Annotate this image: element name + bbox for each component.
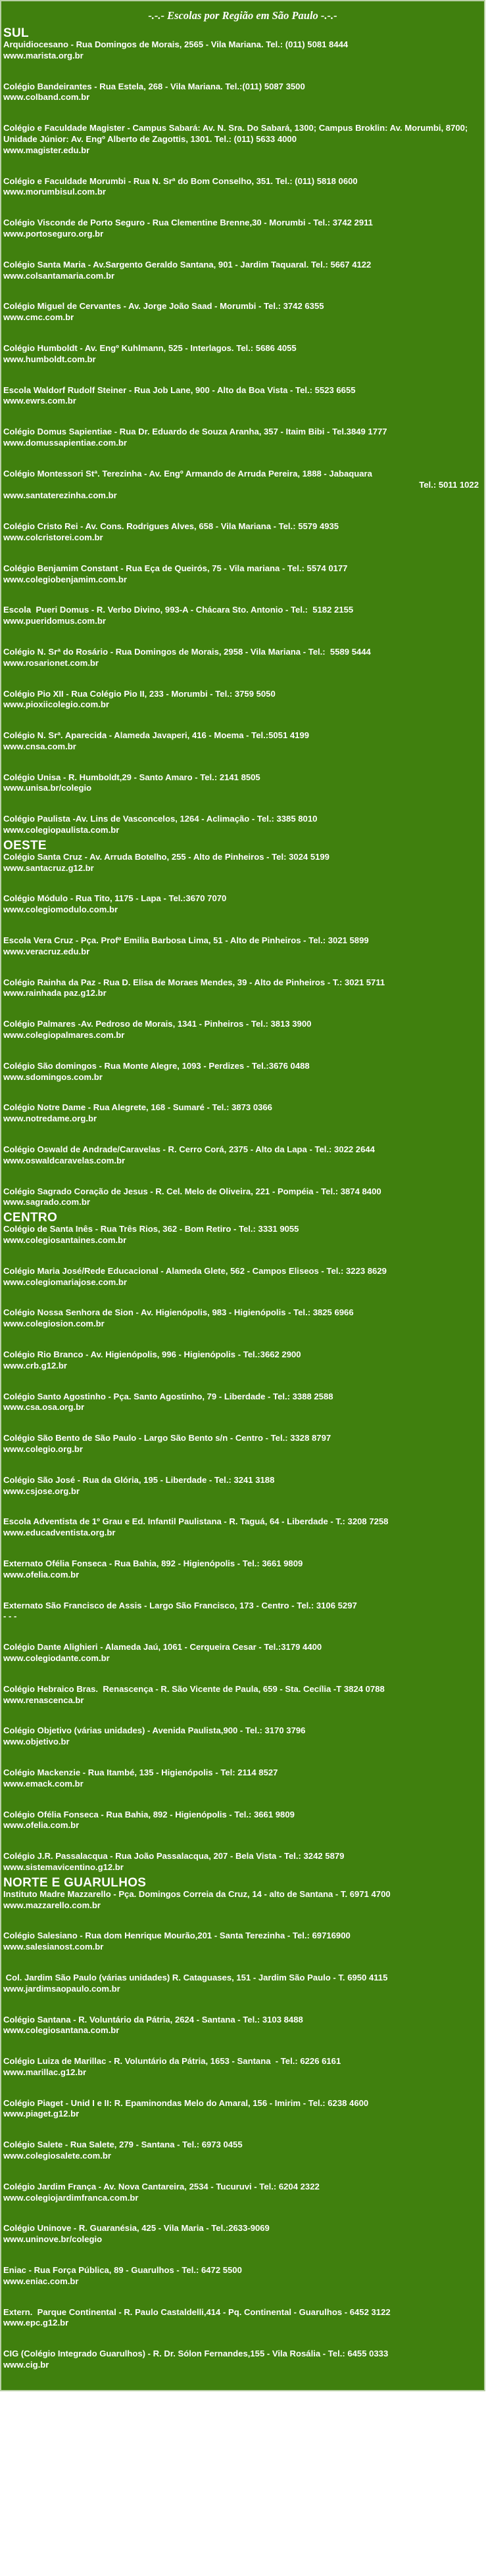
school-entry	[3, 521, 479, 544]
school-entry	[3, 563, 479, 586]
school-website-link[interactable]: www.ewrs.com.br	[3, 396, 76, 406]
school-entry	[3, 1601, 479, 1623]
school-address: Colégio Oswald de Andrade/Caravelas - R. Cerro Corá, 2375 - Alto da Lapa - Tel.: 3022 2644	[3, 1144, 375, 1155]
school-address: Colégio Sagrado Coração de Jesus - R. Cel. Melo de Oliveira, 221 - Pompéia - Tel.: 3874 8400	[3, 1186, 381, 1196]
school-phone: Tel.: 5011 1022	[419, 479, 479, 490]
school-website-link[interactable]: www.notredame.org.br	[3, 1113, 97, 1124]
school-address: Escola Vera Cruz - Pça. Profº Emilia Barbosa Lima, 51 - Alto de Pinheiros - Tel.: 3021 5899	[3, 935, 369, 946]
school-website-link[interactable]: www.colegiojardimfranca.com.br	[3, 2192, 139, 2203]
school-address: Colégio Santana - R. Voluntário da Pátria, 2624 - Santana - Tel.: 3103 8488	[3, 2014, 303, 2025]
school-address: Colégio Santa Maria - Av.Sargento Geraldo Santana, 901 - Jardim Taquaral. Tel.: 5667 4122	[3, 259, 372, 269]
school-entry	[3, 730, 479, 753]
school-entry	[3, 2391, 479, 2413]
school-website-link[interactable]: www.pioxiicolegio.com.br	[3, 699, 110, 710]
school-address: Escola Adventista de 1º Grau e Ed. Infantil Paulistana - R. Taguá, 64 - Liberdade - T.: 3208 7258	[3, 1516, 389, 1527]
school-website-link[interactable]: www.morumbisul.com.br	[3, 187, 106, 197]
school-entry	[3, 1810, 479, 1832]
school-address: Colégio Humboldt - Av. Engº Kuhlmann, 525 - Interlagos. Tel.: 5686 4055	[3, 342, 297, 353]
region-heading: LESTE	[3, 2415, 45, 2429]
school-entry	[3, 176, 479, 199]
school-address: Colégio Santo Agostinho - Pça. Santo Agostinho, 79 - Liberdade - Tel.: 3388 2588	[3, 1391, 333, 1401]
school-address: Colégio Piaget - Unid I e II: R. Epaminondas Melo do Amaral, 156 - Imirim - Tel.: 6238 4600	[3, 2097, 369, 2108]
school-address: Col. Jardim São Paulo (várias unidades) R. Cataguases, 151 - Jardim São Paulo - T. 6950 4115	[3, 1972, 388, 1982]
school-entry	[3, 218, 479, 240]
school-entry	[3, 343, 479, 365]
school-address: Colégio N. Srª. Aparecida - Alameda Javaperi, 416 - Moema - Tel.:5051 4199	[3, 730, 310, 741]
school-address: Colégio Mackenzie - Rua Itambé, 135 - Higienópolis - Tel: 2114 8527	[3, 1767, 278, 1777]
region-heading: NORTE E GUARULHOS	[3, 1875, 147, 1890]
school-website-link[interactable]: www.eniac.com.br	[3, 2276, 79, 2286]
school-website-link[interactable]: www.drummond.com.br	[3, 2439, 102, 2450]
school-website-link[interactable]: www.colegiosantana.com.br	[3, 2025, 120, 2036]
school-address: Colégio Módulo - Rua Tito, 1175 - Lapa - Tel.:3670 7070	[3, 893, 227, 904]
school-entry	[3, 2223, 479, 2245]
school-website-link[interactable]: www.csjose.org.br	[3, 1486, 80, 1496]
school-address: Colégio Pio XII - Rua Colégio Pio II, 233 - Morumbi - Tel.: 3759 5050	[3, 688, 276, 699]
school-address: Colégio Rio Branco - Av. Higienópolis, 996 - Higienópolis - Tel.:3662 2900	[3, 1349, 301, 1359]
school-address: Colégio e Faculdade Magister - Campus Sabará: Av. N. Sra. Do Sabará, 1300; Campus Broklin: Av. Morumbi, 8700; Unidade Júnior: Av. Engº Alberto de Zagottis, 1301. Tel.: (011) 5633 4000	[3, 123, 470, 144]
school-address: Instituto Madre Mazzarello - Pça. Domingos Correia da Cruz, 14 - alto de Santana - T. 6971 4700	[3, 1888, 391, 1899]
school-address: Colégio Miguel de Cervantes - Av. Jorge João Saad - Morumbi - Tel.: 3742 6355	[3, 301, 324, 312]
school-entry	[3, 2307, 479, 2330]
school-website-link[interactable]: www.sistemavicentino.g12.br	[3, 1862, 124, 1872]
school-entry	[3, 1224, 479, 1246]
school-entry	[3, 1061, 479, 1083]
school-website-link[interactable]: www.colband.com.br	[3, 92, 90, 103]
school-entry	[3, 1349, 479, 1372]
school-website-link[interactable]: www.colegioalvorada.com.br	[3, 2565, 122, 2575]
school-website-link[interactable]: www.sdomingos.com.br	[3, 1071, 103, 1082]
region-heading: OESTE	[3, 838, 47, 853]
school-address: Arquidiocesano - Rua Domingos de Morais, 2565 - Vila Mariana. Tel.: (011) 5081 8444	[3, 39, 349, 49]
school-website-link[interactable]: www.veracruz.edu.br	[3, 946, 90, 956]
region-heading: CENTRO	[3, 1211, 58, 1225]
school-address: Colégio J.R. Passalacqua - Rua João Passalacqua, 207 - Bela Vista - Tel.: 3242 5879	[3, 1851, 345, 1862]
school-website-link[interactable]: www.crb.g12.br	[3, 1360, 68, 1370]
school-entry	[3, 1144, 479, 1167]
school-website-link[interactable]: www.uninove.br/colegio	[3, 2234, 103, 2245]
school-address: Colégio Cristo Rei - Av. Cons. Rodrigues Alves, 658 - Vila Mariana - Tel.: 5579 4935	[3, 521, 339, 532]
school-address: Colégio Benjamim Constant - Rua Eça de Queirós, 75 - Vila mariana - Tel.: 5574 0177	[3, 563, 348, 573]
school-entry	[3, 1186, 479, 1209]
school-entry	[3, 2554, 479, 2576]
school-address: Colégio N. Srª do Rosário - Rua Domingos de Morais, 2958 - Vila Mariana - Tel.: 5589 5444	[3, 646, 371, 657]
school-entry	[3, 605, 479, 627]
school-entry	[3, 1931, 479, 1953]
school-entry	[3, 1684, 479, 1706]
school-address: Colégio São domingos - Rua Monte Alegre, 1093 - Perdizes - Tel.:3676 0488	[3, 1060, 310, 1071]
school-website-link[interactable]: www.piaget.g12.br	[3, 2109, 80, 2119]
school-entry	[3, 2056, 479, 2078]
school-website-link[interactable]: www.humboldt.com.br	[3, 354, 96, 364]
school-entry	[3, 2349, 479, 2371]
school-entry	[3, 1558, 479, 1581]
school-address: Escola Pueri Domus - R. Verbo Divino, 993-A - Chácara Sto. Antonio - Tel.: 5182 2155	[3, 605, 354, 615]
school-address: Colégio Unisa - R. Humboldt,29 - Santo Amaro - Tel.: 2141 8505	[3, 772, 260, 782]
no-website-placeholder: - - -	[3, 1611, 17, 1622]
school-address: Colégio Nossa Senhora de Sion - Av. Higienópolis, 983 - Higienópolis - Tel.: 3825 6966	[3, 1307, 354, 1318]
school-website-link[interactable]: www.colcristorei.com.br	[3, 532, 103, 542]
school-entry	[3, 39, 479, 62]
school-address: Colégio Alvorada - Pça Nossa Sra. das Vitórias, 92 - Vila Formosa - Tel.: 2674 0262	[3, 2554, 339, 2564]
school-entry	[3, 977, 479, 1000]
school-entry	[3, 260, 479, 282]
school-website-link[interactable]: www.ofelia.com.br	[3, 1569, 80, 1580]
school-address: Colégio Drummond - R. Profº Pedreira de Freitas, 401/415 - Tatuapé - Tel.: 6942 1499	[3, 2428, 346, 2439]
school-address: Colégio Palmares -Av. Pedroso de Morais, 1341 - Pinheiros - Tel.: 3813 3900	[3, 1019, 312, 1029]
school-website-link[interactable]: www.csa.osa.org.br	[3, 1402, 85, 1413]
school-address: Eniac - Rua Força Pública, 89 - Guarulhos - Tel.: 6472 5500	[3, 2265, 242, 2276]
school-website-link[interactable]: www.epc.g12.br	[3, 2318, 69, 2328]
school-entry	[3, 1725, 479, 1748]
school-address: Externato São Francisco de Assis - Largo São Francisco, 173 - Centro - Tel.: 3106 5297	[3, 1600, 357, 1610]
school-entry	[3, 689, 479, 711]
school-website-link[interactable]: www.sagrado.com.br	[3, 1197, 90, 1207]
school-address: Externato Ofélia Fonseca - Rua Bahia, 892 - Higienópolis - Tel.: 3661 9809	[3, 1558, 303, 1568]
school-address: Colégio Santa Cruz - Av. Arruda Botelho, 255 - Alto de Pinheiros - Tel: 3024 5199	[3, 851, 329, 862]
school-website-link[interactable]: www.portoseguro.org.br	[3, 228, 104, 239]
school-website-link[interactable]: www.unisa.br/colegio	[3, 783, 92, 793]
school-website-link[interactable]: www.oswaldcaravelas.com.br	[3, 1155, 126, 1165]
school-website-link[interactable]: www.colegiopalmares.com.br	[3, 1030, 125, 1041]
school-entry	[3, 1307, 479, 1330]
school-website-link[interactable]: www.guilhermedealmeida.com.br	[3, 2401, 140, 2412]
school-entry	[3, 814, 479, 836]
school-website-link[interactable]: www.cig.br	[3, 2360, 49, 2370]
school-address: Colégio Guilherme de Almeida - Av Emílio Ribas, 847 - Gopoúva - Guarulhos - Tel.: 6464 4745	[3, 2390, 383, 2400]
school-address: Colégio Montessori Stª. Terezinha - Av. Engº Armando de Arruda Pereira, 1888 - Jabaquara	[3, 468, 372, 479]
school-website-link[interactable]: www.colegiomodulo.com.br	[3, 904, 118, 915]
school-website-link[interactable]: www.colegio.org.br	[3, 1443, 84, 1454]
school-address: Colégio Ofélia Fonseca - Rua Bahia, 892 - Higienópolis - Tel.: 3661 9809	[3, 1809, 295, 1819]
school-address: CIG (Colégio Integrado Guarulhos) - R. Dr. Sólon Fernandes,155 - Vila Rosália - Tel.: 6455 0333	[3, 2349, 389, 2359]
school-address: Colégio Salete - Rua Salete, 279 - Santana - Tel.: 6973 0455	[3, 2140, 243, 2150]
school-website-link[interactable]: www.santacruz.g12.br	[3, 862, 94, 873]
school-website-link[interactable]: www.educadventista.org.br	[3, 1528, 116, 1538]
school-address: Escola Waldorf Rudolf Steiner - Rua Job Lane, 900 - Alto da Boa Vista - Tel.: 5523 6655	[3, 385, 356, 395]
school-entry	[3, 2470, 479, 2493]
school-address: Colégio Notre Dame - Rua Alegrete, 168 - Sumaré - Tel.: 3873 0366	[3, 1102, 272, 1113]
school-website-link[interactable]: www.mazzarello.com.br	[3, 1900, 101, 1910]
school-entry	[3, 1102, 479, 1125]
school-website-link[interactable]: www.jardimsaopaulo.com.br	[3, 1983, 120, 1994]
school-entry	[3, 2015, 479, 2037]
school-entry	[3, 1642, 479, 1664]
school-website-link[interactable]: www.domussapientiae.com.br	[3, 437, 127, 448]
school-address: Extern. Parque Continental - R. Paulo Castaldelli,414 - Pq. Continental - Guarulhos - 6452 3122	[3, 2307, 391, 2317]
school-address: Colégio Dante Alighieri - Alameda Jaú, 1061 - Cerqueira Cesar - Tel.:3179 4400	[3, 1642, 322, 1652]
school-entry	[3, 2140, 479, 2162]
school-entry	[3, 427, 479, 449]
page-title: -.-.- Escolas por Região em São Paulo -.-.-	[148, 9, 337, 22]
school-entry	[3, 852, 479, 874]
school-website-link[interactable]: www.cmc.com.br	[3, 312, 74, 323]
school-entry	[3, 1266, 479, 1288]
school-website-link[interactable]: www.emack.com.br	[3, 1778, 84, 1789]
school-address: Externato Nossa Sra. Menina - Rua do Oratório,2621 - Alto da Mooca - Tel.: 6965 2083	[3, 2470, 351, 2481]
school-website-link[interactable]: www.objetivo.br	[3, 1737, 70, 1747]
school-address: Colégio São Bento de São Paulo - Largo São Bento s/n - Centro - Tel.: 3328 8797	[3, 1433, 331, 1443]
school-entry	[3, 1851, 479, 1873]
school-entry	[3, 82, 479, 104]
school-address: Colégio São José - Rua da Glória, 195 - Liberdade - Tel.: 3241 3188	[3, 1474, 275, 1485]
school-entry	[3, 1973, 479, 1995]
school-website-link[interactable]: www.cnsa.com.br	[3, 741, 76, 751]
region-heading: SUL	[3, 26, 29, 40]
school-website-link[interactable]: www.santaterezinha.com.br	[3, 490, 117, 501]
school-website-link[interactable]: www.colegiobenjamim.com.br	[3, 574, 127, 584]
school-website-link[interactable]: www.renascenca.br	[3, 1695, 84, 1705]
school-address: Colégio Visconde de Porto Seguro - Rua Clementine Brenne,30 - Morumbi - Tel.: 3742 2911	[3, 218, 373, 228]
school-address: Colégio João XXIII - Av. Penha de França, 35 - Penha - Tel.: 2092 8400	[3, 2512, 285, 2522]
school-website-link[interactable]: www.marillac.g12.br	[3, 2067, 87, 2077]
school-website-link[interactable]: www.colegiopaulista.com.br	[3, 825, 120, 835]
school-entry	[3, 469, 479, 502]
school-website-link[interactable]: www.colegiosion.com.br	[3, 1319, 105, 1329]
school-entry	[3, 1768, 479, 1790]
school-website-link[interactable]: www.colegiomariajose.com.br	[3, 1276, 127, 1287]
school-website-link[interactable]: www.colegiosantaines.com.br	[3, 1235, 127, 1246]
school-entry	[3, 2182, 479, 2204]
school-website-link[interactable]: www.joao23.com.br	[3, 2523, 84, 2533]
schools-content	[1, 28, 484, 2576]
school-website-link[interactable]: www.rosarionet.com.br	[3, 657, 99, 668]
school-address: Colégio Rainha da Paz - Rua D. Elisa de Moraes Mendes, 39 - Alto de Pinheiros - T.: 3021 5711	[3, 977, 385, 987]
school-address: Colégio Bandeirantes - Rua Estela, 268 - Vila Mariana. Tel.:(011) 5087 3500	[3, 81, 305, 91]
school-address: Colégio e Faculdade Morumbi - Rua N. Srª do Bom Conselho, 351. Tel.: (011) 5818 0600	[3, 176, 358, 186]
school-address: Colégio Uninove - R. Guaranésia, 425 - Vila Maria - Tel.:2633-9069	[3, 2223, 270, 2234]
school-website-link[interactable]: www.colsantamaria.com.br	[3, 270, 115, 281]
school-entry	[3, 1516, 479, 1539]
school-website-link[interactable]: www.ofelia.com.br	[3, 1820, 80, 1831]
school-address: Colégio Paulista -Av. Lins de Vasconcelos, 1264 - Aclimação - Tel.: 3385 8010	[3, 814, 318, 824]
school-entry	[3, 301, 479, 323]
school-entry	[3, 893, 479, 916]
school-address: Colégio Salesiano - Rua dom Henrique Mourão,201 - Santa Terezinha - Tel.: 69716900	[3, 1931, 351, 1941]
school-address: Colégio Luiza de Marillac - R. Voluntário da Pátria, 1653 - Santana - Tel.: 6226 6161	[3, 2056, 341, 2067]
school-entry	[3, 1889, 479, 1911]
school-website-link[interactable]: www.rainhada paz.g12.br	[3, 988, 107, 998]
school-entry	[3, 1475, 479, 1497]
school-website-link[interactable]: www.pueridomus.com.br	[3, 616, 106, 626]
school-address: Colégio de Santa Inês - Rua Três Rios, 362 - Bom Retiro - Tel.: 3331 9055	[3, 1224, 299, 1234]
school-address: Colégio Hebraico Bras. Renascença - R. São Vicente de Paula, 659 - Sta. Cecília -T 3824 0788	[3, 1683, 385, 1694]
school-entry	[3, 935, 479, 958]
school-entry	[3, 2265, 479, 2287]
school-entry	[3, 2428, 479, 2450]
school-address: Colégio Objetivo (várias unidades) - Avenida Paulista,900 - Tel.: 3170 3796	[3, 1725, 306, 1736]
school-website-link[interactable]: www.colegiodante.com.br	[3, 1652, 110, 1663]
school-address: Colégio Jardim França - Av. Nova Cantareira, 2534 - Tucuruvi - Tel.: 6204 2322	[3, 2181, 320, 2191]
school-entry	[3, 772, 479, 795]
school-website-link[interactable]: www.marista.org.br	[3, 50, 84, 60]
school-entry	[3, 1019, 479, 1041]
school-address: Colégio Domus Sapientiae - Rua Dr. Eduardo de Souza Aranha, 357 - Itaim Bibi - Tel.3849 1777	[3, 427, 387, 437]
school-entry	[3, 123, 479, 156]
school-website-link[interactable]: www.salesianost.com.br	[3, 1942, 104, 1952]
school-website-link[interactable]: www.colegiosalete.com.br	[3, 2151, 111, 2161]
no-website-placeholder: - - -	[3, 2481, 17, 2491]
school-entry	[3, 2098, 479, 2120]
school-entry	[3, 385, 479, 408]
school-entry	[3, 2512, 479, 2535]
school-entry	[3, 1392, 479, 1414]
school-entry	[3, 1433, 479, 1455]
school-website-link[interactable]: www.magister.edu.br	[3, 145, 90, 155]
school-entry	[3, 647, 479, 669]
school-address: Colégio Maria José/Rede Educacional - Alameda Glete, 562 - Campos Eliseos - Tel.: 3223 8629	[3, 1265, 387, 1276]
